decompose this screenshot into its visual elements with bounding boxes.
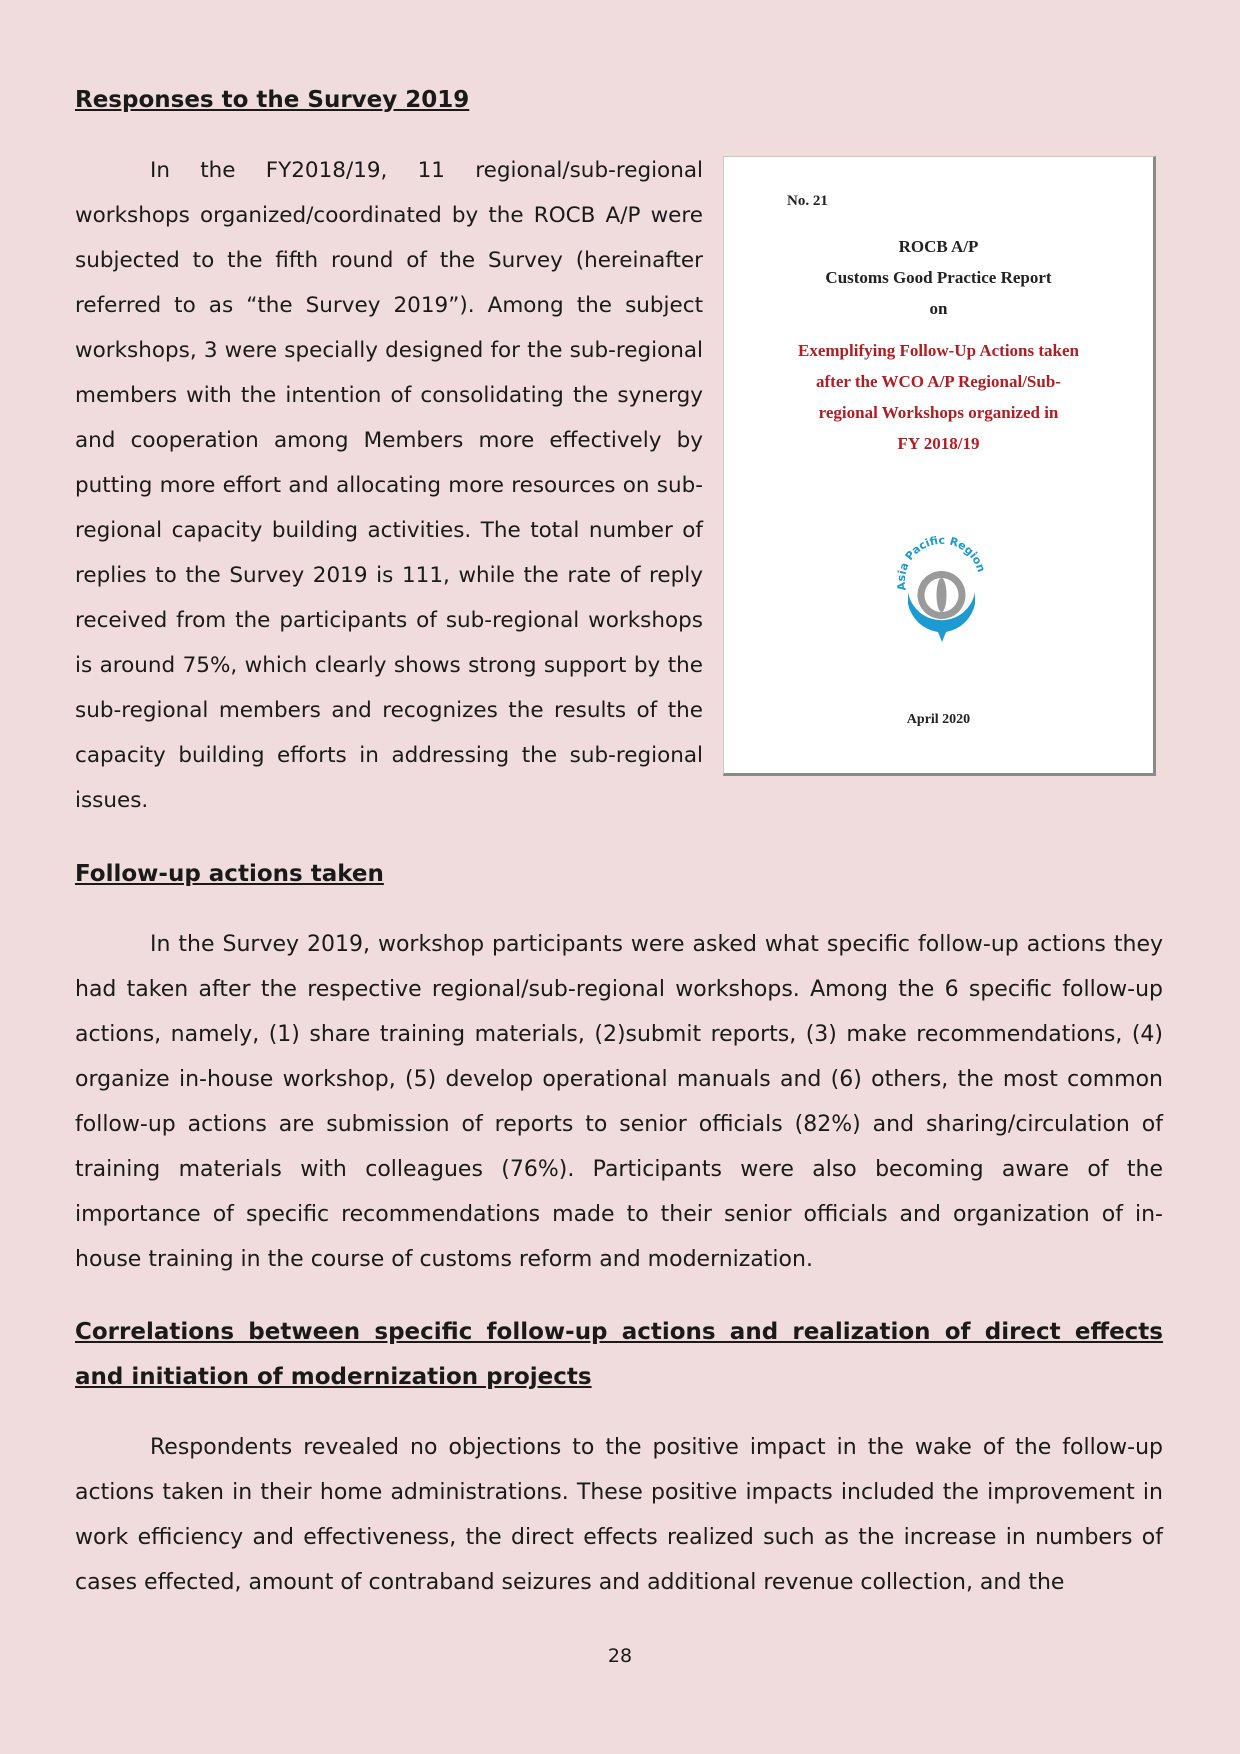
cover-org-line: ROCB A/P bbox=[898, 237, 979, 256]
cover-org-block bbox=[724, 231, 1153, 324]
section-heading-followup: Follow-up actions taken bbox=[75, 861, 384, 887]
cover-title-line: after the WCO A/P Regional/Sub- bbox=[816, 372, 1061, 391]
followup-paragraph: In the Survey 2019, workshop participants were asked what specific follow-up actions they had taken after the respective regional/sub-regional workshops. Among the 6 specific follow-up actions, namely, (1) share training materials, (2)submit reports, (3) make recommendations, (4) organize in-house workshop, (5) develop operational manuals and (6) others, the most common follow-up actions are submission of reports to senior officials (82%) and sharing/circulation of training materials with colleagues (76%). Participants were also becoming aware of the importance of specific recommendations made to their senior officials and organization of in-house training in the course of customs reform and modernization. bbox=[75, 932, 1163, 1272]
cover-org-line: Customs Good Practice Report bbox=[825, 268, 1052, 287]
cover-title-line: regional Workshops organized in bbox=[818, 403, 1059, 422]
section-heading-responses: Responses to the Survey 2019 bbox=[75, 87, 470, 113]
svg-text:Asia Pacific Region: Asia Pacific Region bbox=[894, 533, 988, 592]
cover-title-line: FY 2018/19 bbox=[897, 434, 980, 453]
report-cover-image bbox=[723, 156, 1156, 776]
cover-date: April 2020 bbox=[906, 712, 971, 727]
section-heading-correlations: Correlations between specific follow-up actions and realization of direct effects and initiation of modernization projects bbox=[75, 1319, 1163, 1390]
page-number: 28 bbox=[607, 1645, 633, 1667]
responses-paragraph: In the FY2018/19, 11 regional/sub-regional workshops organized/coordinated by the ROCB A/P were subjected to the fifth round of the Survey (hereinafter referred to as “the Survey 2019”). Among the subject workshops, 3 were specially designed for the sub-regional members with the intention of consolidating the synergy and cooperation among Members more effectively by putting more effort and allocating more resources on sub-regional capacity building activities. The total number of replies to the Survey 2019 is 111, while the rate of reply received from the participants of sub-regional workshops is around 75%, which clearly shows strong support by the sub-regional members and recognizes the results of the capacity building efforts in addressing the sub-regional issues. bbox=[75, 158, 703, 813]
cover-title-line: Exemplifying Follow-Up Actions taken bbox=[798, 341, 1079, 360]
wco-asia-pacific-logo-icon bbox=[894, 532, 989, 652]
cover-title-block bbox=[724, 335, 1153, 459]
cover-report-number: No. 21 bbox=[787, 193, 828, 209]
correlations-paragraph: Respondents revealed no objections to the positive impact in the wake of the follow-up actions taken in their home administrations. These positive impacts included the improvement in work efficiency and effectiveness, the direct effects realized such as the increase in numbers of cases effected, amount of contraband seizures and additional revenue collection, and the bbox=[75, 1435, 1163, 1595]
cover-org-line: on bbox=[929, 299, 948, 318]
